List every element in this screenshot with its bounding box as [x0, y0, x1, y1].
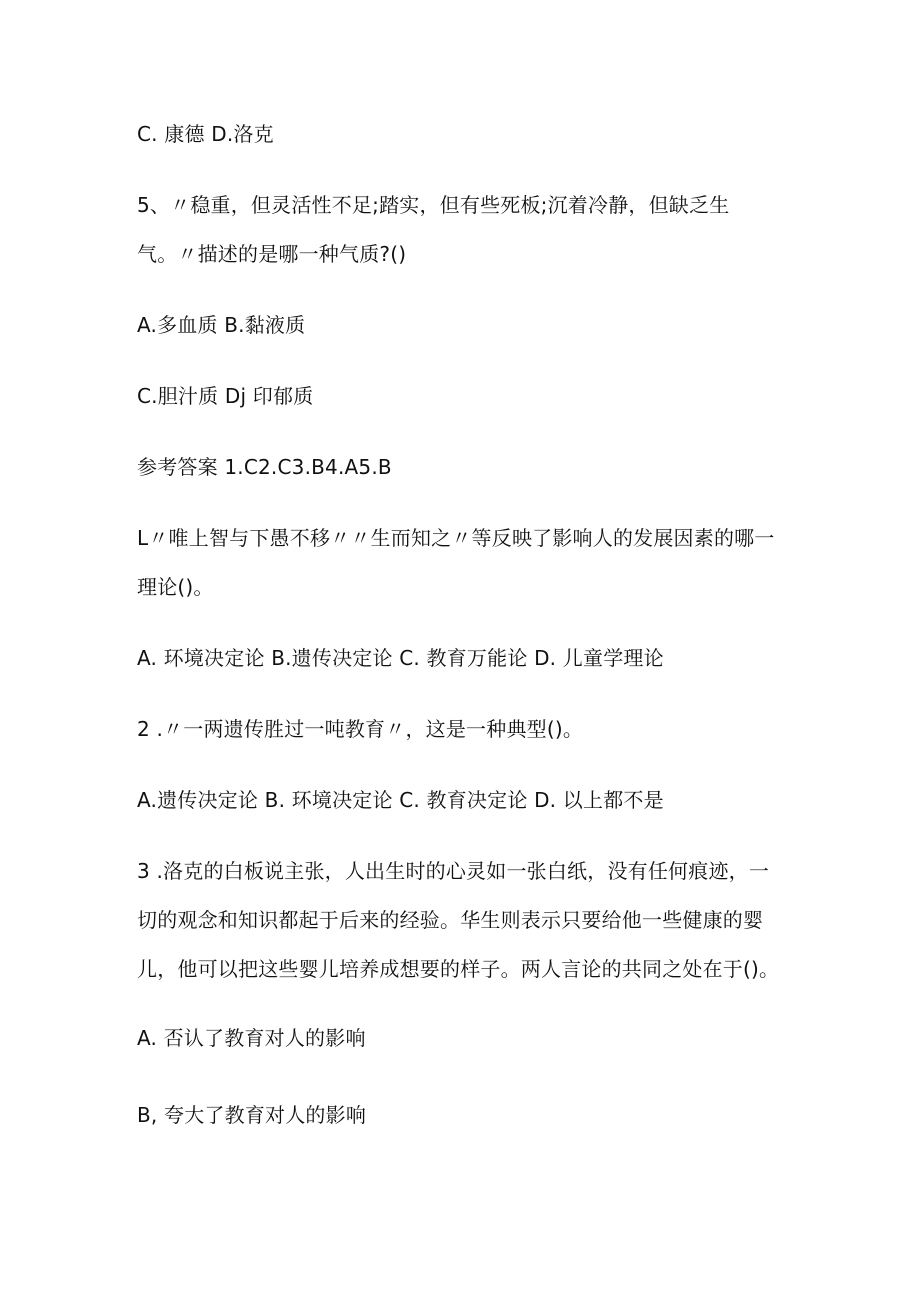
- question-1-options: A. 环境决定论 B.遗传决定论 C. 教育万能论 D. 儿童学理论: [137, 646, 664, 670]
- question-3-option-b: B, 夸大了教育对人的影响: [137, 1103, 367, 1127]
- question-1-line-1: L〃唯上智与下愚不移〃〃生而知之〃等反映了影响人的发展因素的哪一: [137, 526, 775, 550]
- question-3-line-2: 切的观念和知识都起于后来的经验。华生则表示只要给他一些健康的婴: [137, 908, 764, 932]
- answer-key: 参考答案 1.C2.C3.B4.A5.B: [137, 455, 392, 479]
- question-5-line-2: 气。〃描述的是哪一种气质?(): [137, 242, 407, 266]
- question-3-option-a: A. 否认了教育对人的影响: [137, 1026, 366, 1050]
- question-3-line-3: 儿，他可以把这些婴儿培养成想要的样子。两人言论的共同之处在于()。: [137, 957, 780, 981]
- question-5-line-1: 5、〃稳重，但灵活性不足;踏实，但有些死板;沉着冷静，但缺乏生: [137, 193, 730, 217]
- question-2-text: 2 .〃一两遗传胜过一吨教育〃，这是一种典型()。: [137, 717, 584, 741]
- option-line-a-b: A.多血质 B.黏液质: [137, 313, 306, 337]
- question-3-line-1: 3 .洛克的白板说主张，人出生时的心灵如一张白纸，没有任何痕迹，一: [137, 859, 770, 883]
- question-2-options: A.遗传决定论 B. 环境决定论 C. 教育决定论 D. 以上都不是: [137, 788, 664, 812]
- option-line-c-d-2: C.胆汁质 Dj 印郁质: [137, 384, 314, 408]
- question-1-line-2: 理论()。: [137, 575, 214, 599]
- option-line-c-d: C. 康德 D.洛克: [137, 122, 274, 146]
